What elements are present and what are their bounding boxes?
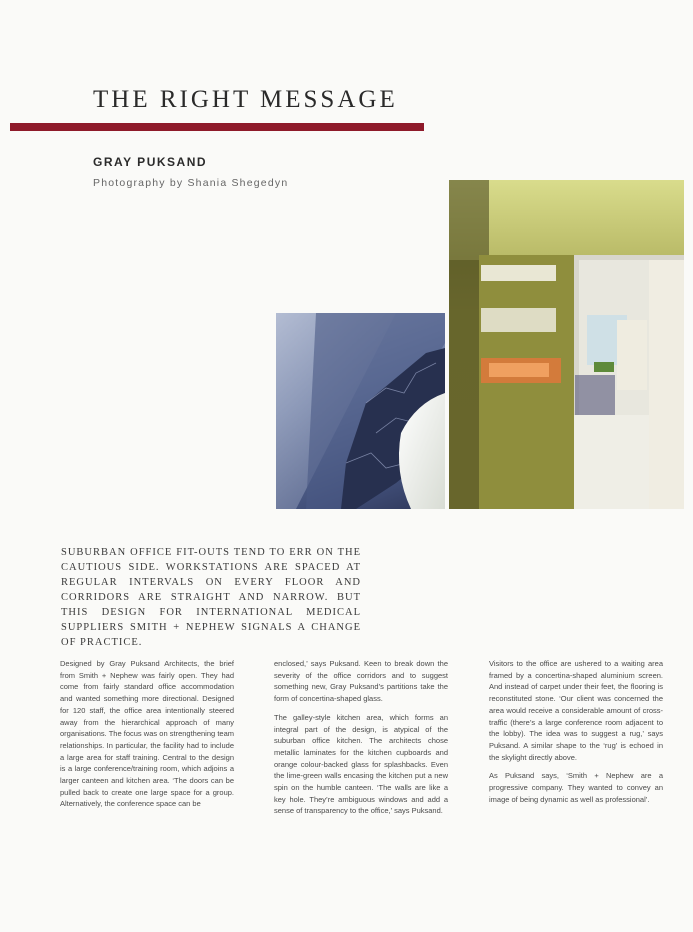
body-column-1 — [60, 658, 234, 817]
office-photo — [449, 180, 684, 509]
ceiling-illustration — [276, 313, 445, 509]
photo-credit: Photography by Shania Shegedyn — [93, 177, 289, 189]
paragraph: Designed by Gray Puksand Architects, the brief from Smith + Nephew was fairly open. They had come from fairly standard office accommodation and wanted something more directional. Designed for 120 staff, the office area intentionally steered away from the hierarchical approach of many organisations. The focus was on strengthening team relationships. In particular, the facility had to include a large area for staff training. Central to the design is a large conference/training room, which adjoins a larger canteen and kitchen area. ‘The doors can be pulled back to create one large space for a group. Alternatively, the conference space can be — [60, 659, 234, 809]
paragraph: enclosed,’ says Puksand. Keen to break down the severity of the office corridors and to suggest something new, Gray Puksand’s partitions take the form of concertina-shaped glass. — [274, 659, 448, 704]
paragraph: Visitors to the office are ushered to a waiting area framed by a concertina-shaped aluminium screen. And instead of carpet under their feet, the flooring is reconstituted stone. ‘Our client was concerned the area would receive a considerable amount of cross-traffic (there’s a large conference room adjacent to the lobby). The idea was to suggest a rug,’ says Puksand. A similar shape to the ‘rug’ is echoed in the skylight directly above. — [489, 659, 663, 762]
page-title: THE RIGHT MESSAGE — [93, 86, 398, 113]
body-column-3 — [489, 658, 663, 812]
paragraph: As Puksand says, ‘Smith + Nephew are a progressive company. They wanted to convey an image of being dynamic as well as professional’. — [489, 771, 663, 804]
office-illustration — [449, 180, 684, 509]
ceiling-photo — [276, 313, 445, 509]
paragraph: The galley-style kitchen area, which forms an integral part of the design, is atypical of the suburban office kitchen. The architects chose metallic laminates for the kitchen cupboards and orange colour-backed glass for splashbacks. Even the lime-green walls encasing the kitchen put a new spin on the humble canteen. ‘The walls are like a key hole. They’re ambiguous windows and add a sense of transparency to the office,’ says Puksand. — [274, 712, 448, 816]
intro-paragraph: SUBURBAN OFFICE FIT-OUTS TEND TO ERR ON THE CAUTIOUS SIDE. WORKSTATIONS ARE SPACED AT REGULAR INTERVALS ON EVERY FLOOR AND CORRIDORS ARE STRAIGHT AND NARROW. BUT THIS DESIGN FOR INTERNATIONAL MEDICAL SUPPLIERS SMITH + NEPHEW SIGNALS A CHANGE OF PRACTICE. — [61, 547, 361, 648]
title-rule — [10, 123, 424, 131]
body-column-2 — [274, 658, 448, 824]
author-name: GRAY PUKSAND — [93, 155, 208, 169]
